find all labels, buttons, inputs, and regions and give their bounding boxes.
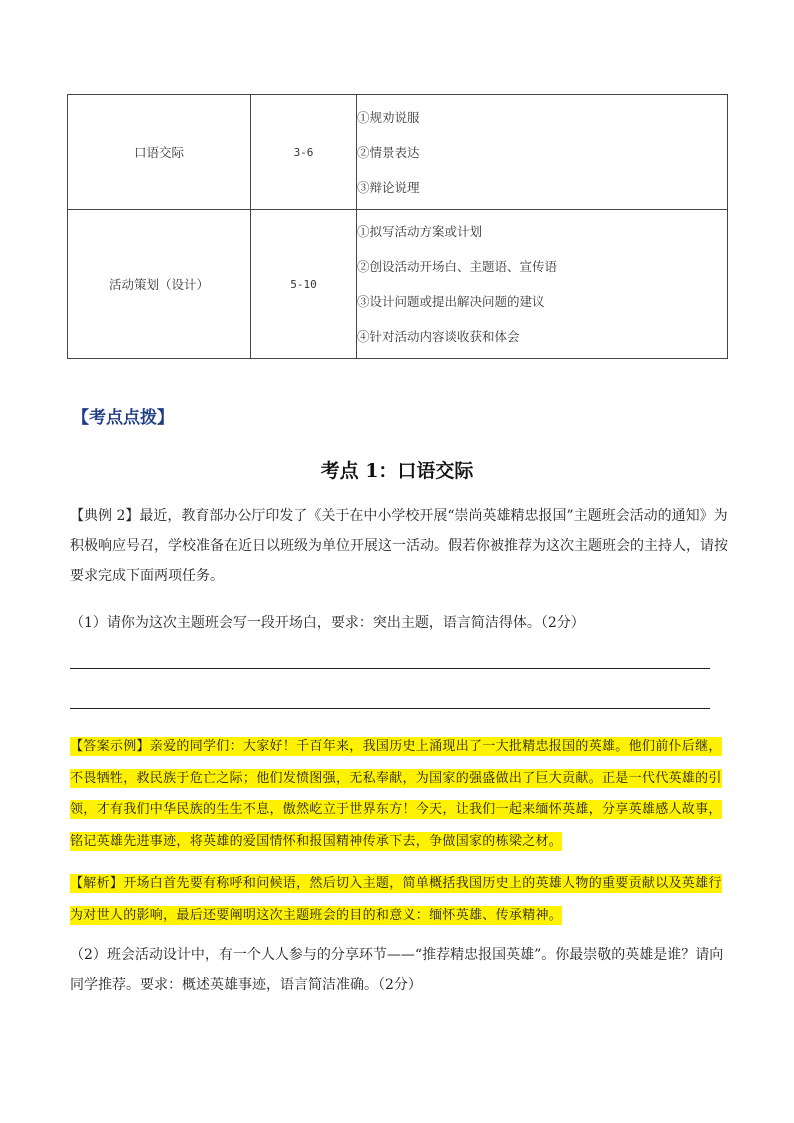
list-item: ②情景表达: [357, 144, 420, 160]
content-items-cell: [357, 210, 728, 359]
exam-scope-table: [67, 94, 728, 359]
question-type-cell: 口语交际: [68, 95, 251, 210]
analysis: [70, 868, 730, 931]
highlighted-analysis-text: 【解析】开场白首先要有称呼和问候语，然后切入主题，简单概括我国历史上的英雄人物的重要贡献以及英雄行为对世人的影响，最后还要阐明这次主题班会的目的和意义：缅怀英雄、传承精神。: [70, 876, 722, 923]
content-items-cell: [357, 95, 728, 210]
score-cell: 3-6: [251, 95, 357, 210]
answer-example: [70, 731, 730, 857]
answer-line: [70, 708, 710, 709]
list-item: ②创设活动开场白、主题语、宣传语: [357, 259, 558, 274]
list-item: ③辩论说理: [357, 179, 420, 195]
section-mark: 【考点点拨】: [72, 408, 174, 428]
question-1: （1）请你为这次主题班会写一段开场白，要求：突出主题，语言简洁得体。（2分）: [70, 615, 585, 631]
highlighted-answer-text: 【答案示例】亲爱的同学们：大家好！千百年来，我国历史上涌现出了一大批精忠报国的英雄。他们前仆后继，不畏牺牲，救民族于危亡之际；他们发愤图强，无私奉献，为国家的强盛做出了巨大贡献。正是一代代英雄的引领，才有我们中华民族的生生不息，傲然屹立于世界东方！今天，让我们一起来缅怀英雄，分享英雄感人故事，铭记英雄先进事迹，将英雄的爱国情怀和报国精神传承下去，争做国家的栋梁之材。: [70, 739, 722, 849]
answer-line: [70, 668, 710, 669]
page-title: 考点 1：口语交际: [320, 460, 474, 482]
question-2: （2）班会活动设计中，有一个人人参与的分享环节——“推荐精忠报国英雄”。你最崇敬的英雄是谁？请向同学推荐。要求：概述英雄事迹，语言简洁准确。（2分）: [70, 947, 724, 993]
table-row: [68, 95, 728, 210]
question-type-cell: 活动策划（设计）: [68, 210, 251, 359]
score-cell: 5-10: [251, 210, 357, 359]
list-item: ④针对活动内容谈收获和体会: [357, 329, 520, 344]
example-prompt: 【典例 2】最近，教育部办公厅印发了《关于在中小学校开展“崇尚英雄精忠报国”主题班会活动的通知》为积极响应号召，学校准备在近日以班级为单位开展这一活动。假若你被推荐为这次主题班会的主持人，请按要求完成下面两项任务。: [70, 508, 728, 584]
table-row: [68, 210, 728, 359]
list-item: ③设计问题或提出解决问题的建议: [357, 294, 545, 309]
list-item: ①规劝说服: [357, 109, 420, 125]
list-item: ①拟写活动方案或计划: [357, 224, 483, 239]
